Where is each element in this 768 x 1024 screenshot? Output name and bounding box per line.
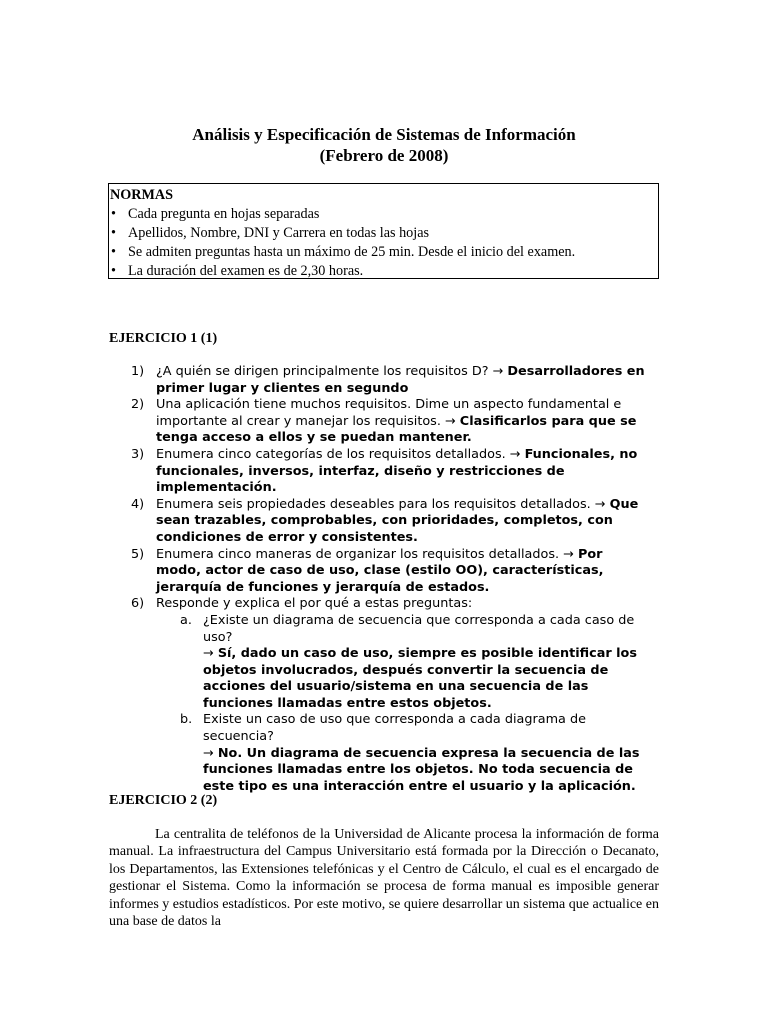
arrow-icon: → <box>509 446 521 462</box>
arrow-icon: → <box>492 364 504 379</box>
normas-item: • Cada pregunta en hojas separadas <box>110 205 658 224</box>
question-number: 5) <box>131 546 145 562</box>
question-text: Responde y explica el por qué a estas preguntas: <box>156 596 473 612</box>
ejercicio-2-paragraph: La centralita de teléfonos de la Universidad de Alicante procesa la información de forma manual. La infraestructura del Campus Universitario está formada por la Dirección o Decanato, los Departamentos, las Extensiones telefónicas y el Centro de Cálculo, el cual es el encargado de gestionar el Sistema. Como la información se procesa de forma manual es imposible generar informes y estudios estadísticos. Por este motivo, se quiere desarrollar un sistema que actualice en una base de datos la <box>109 827 659 930</box>
ejercicio-1-question-list <box>131 364 651 795</box>
arrow-icon: → <box>203 646 214 662</box>
sub-question-item <box>156 712 651 795</box>
ejercicio-2-heading: EJERCICIO 2 (2) <box>109 793 218 808</box>
question-text: Enumera seis propiedades deseables para los requisitos detallados. <box>156 496 595 512</box>
question-number: 1) <box>131 364 145 379</box>
normas-item: • Apellidos, Nombre, DNI y Carrera en todas las hojas <box>110 224 658 243</box>
normas-item: • La duración del examen es de 2,30 horas. <box>110 262 658 281</box>
normas-item: • Se admiten preguntas hasta un máximo de 25 min. Desde el inicio del examen. <box>110 243 658 262</box>
question-number: 2) <box>131 397 145 413</box>
arrow-icon: → <box>444 413 456 429</box>
document-subtitle: (Febrero de 2008) <box>319 146 449 165</box>
answer-text: Desarrolladores en primer lugar y clientes en segundo <box>156 364 645 396</box>
answer-text: Funcionales, no funcionales, inversos, interfaz, diseño y restricciones de implementación. <box>156 446 638 496</box>
arrow-icon: → <box>594 496 606 512</box>
sub-answer-text: Sí, dado un caso de uso, siempre es posible identificar los objetos involucrados, después convertir la secuencia de acciones del usuario/sistema en una secuencia de las funciones llamadas entre estos objetos. <box>203 646 637 711</box>
arrow-icon: → <box>563 546 574 562</box>
document-title-block <box>0 124 768 166</box>
question-item <box>131 447 651 497</box>
question-text: Una aplicación tiene muchos requisitos. Dime un aspecto fundamental e importante al crear y manejar los requisitos. <box>156 397 622 429</box>
normas-heading: NORMAS <box>110 187 174 203</box>
arrow-icon: → <box>203 745 214 761</box>
question-item <box>131 596 651 795</box>
question-number: 3) <box>131 446 145 462</box>
question-number: 4) <box>131 496 145 512</box>
sub-question-list <box>156 613 651 796</box>
question-item <box>131 364 651 397</box>
sub-question-label: b. <box>180 712 193 728</box>
sub-question-label: a. <box>180 612 192 628</box>
question-item <box>131 547 651 597</box>
document-title: Análisis y Especificación de Sistemas de Información <box>192 125 576 144</box>
sub-question-text: Existe un caso de uso que corresponda a cada diagrama de secuencia? <box>203 712 586 745</box>
question-item <box>131 497 651 547</box>
normas-list <box>110 205 658 281</box>
question-text: ¿A quién se dirigen principalmente los requisitos D? <box>156 364 493 379</box>
sub-question-item <box>156 613 651 713</box>
question-number: 6) <box>131 596 145 612</box>
sub-question-text: ¿Existe un diagrama de secuencia que corresponda a cada caso de uso? <box>203 612 635 645</box>
question-text: Enumera cinco maneras de organizar los requisitos detallados. <box>156 546 564 562</box>
answer-text: Por modo, actor de caso de uso, clase (estilo OO), características, jerarquía de funciones y jerarquía de estados. <box>156 546 604 595</box>
answer-text: Que sean trazables, comprobables, con prioridades, completos, con condiciones de error y consistentes. <box>156 496 639 545</box>
question-text: Enumera cinco categorías de los requisitos detallados. <box>156 446 510 462</box>
ejercicio-1-heading: EJERCICIO 1 (1) <box>109 331 218 346</box>
normas-box <box>108 183 659 279</box>
answer-text: Clasificarlos para que se tenga acceso a ellos y se puedan mantener. <box>156 413 637 446</box>
question-item <box>131 397 651 447</box>
sub-answer-text: No. Un diagrama de secuencia expresa la secuencia de las funciones llamadas entre los objetos. No toda secuencia de este tipo es una interacción entre el usuario y la aplicación. <box>203 745 640 794</box>
